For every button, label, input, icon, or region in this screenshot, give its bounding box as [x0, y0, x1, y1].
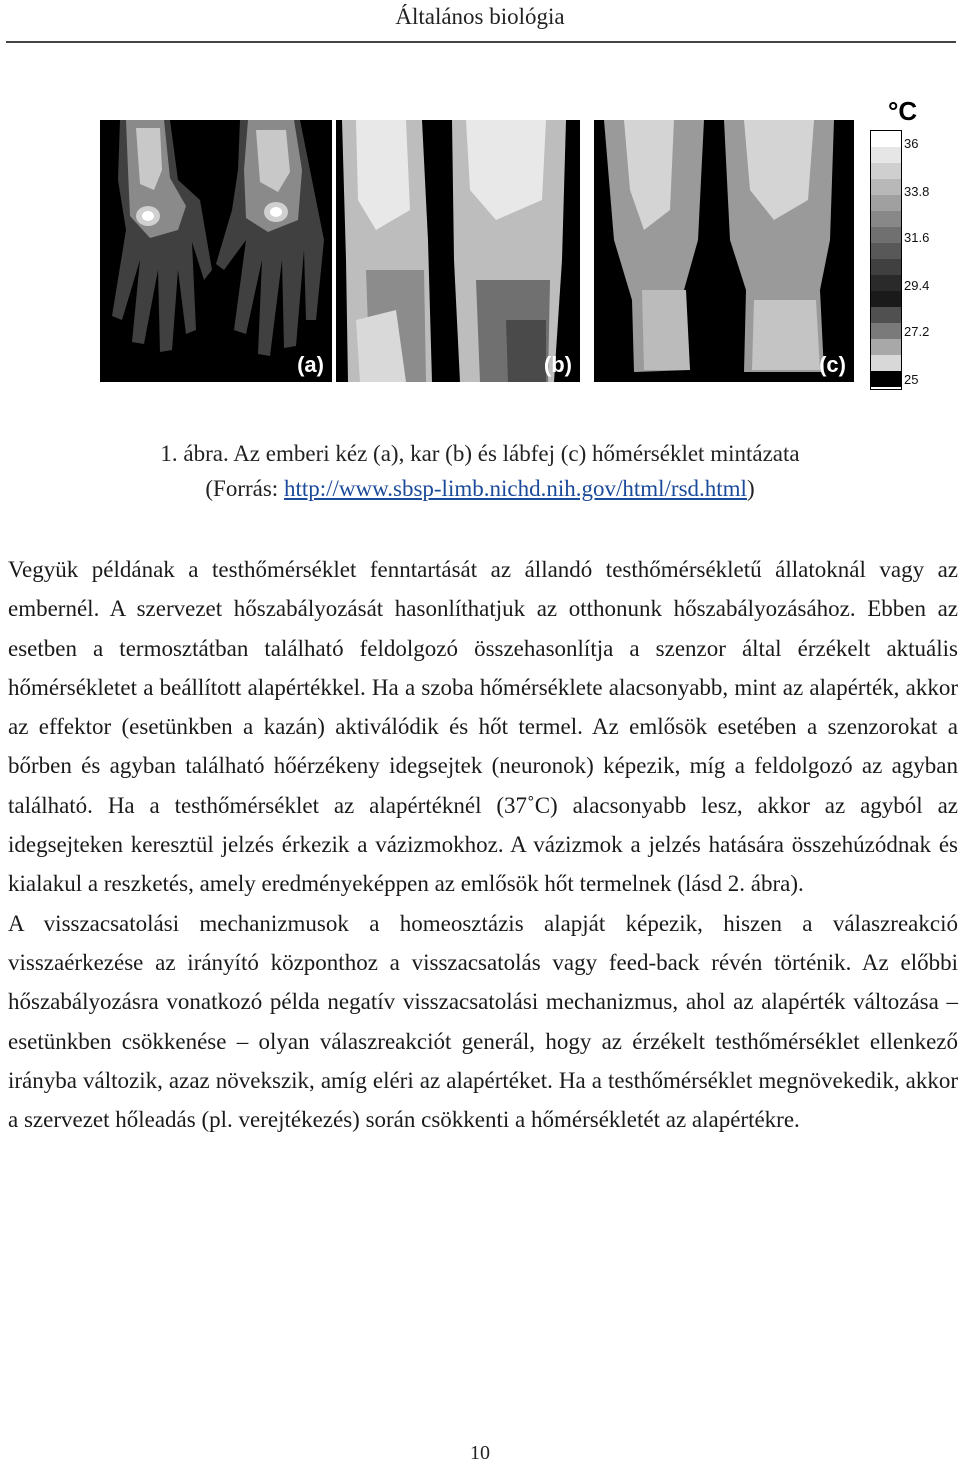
scale-tick: 25 [904, 372, 919, 387]
hands-thermogram-image [100, 120, 332, 382]
panel-label-b: (b) [543, 352, 572, 377]
scale-swatch [871, 131, 901, 147]
scale-tick: 31.6 [904, 230, 930, 245]
scale-swatch [871, 243, 901, 259]
scale-swatch [871, 179, 901, 195]
caption-source-suffix: ) [746, 476, 755, 501]
scale-swatch [871, 275, 901, 291]
scale-swatch [871, 211, 901, 227]
scale-swatch [871, 227, 901, 243]
scale-tick: 27.2 [904, 324, 930, 339]
arms-thermogram-image [336, 120, 580, 382]
scale-tick: 29.4 [904, 278, 930, 293]
temperature-scale-ticks [904, 130, 944, 388]
feet-thermogram-image [594, 120, 854, 382]
scale-swatch [871, 291, 901, 307]
scale-swatch [871, 163, 901, 179]
thermogram-figure [92, 92, 928, 402]
panel-label-c: (c) [819, 352, 846, 377]
scale-tick: 36 [904, 136, 919, 151]
caption-source-prefix: (Forrás: [205, 476, 284, 501]
scale-swatch [871, 355, 901, 371]
body-text [8, 550, 958, 1139]
scale-swatch [871, 259, 901, 275]
figure-caption [0, 436, 960, 506]
running-header: Általános biológia [395, 4, 565, 29]
scale-swatch [871, 147, 901, 163]
caption-line-2 [0, 471, 960, 506]
caption-line-1: 1. ábra. Az emberi kéz (a), kar (b) és lábfej (c) hőmérséklet mintázata [160, 441, 800, 466]
scale-swatch [871, 371, 901, 387]
scale-swatch [871, 195, 901, 211]
source-link[interactable]: http://www.sbsp-limb.nichd.nih.gov/html/rsd.html [283, 476, 747, 501]
paragraph-thermoregulation: Vegyük példának a testhőmérséklet fenntartását az állandó testhőmérsékletű állatoknál vagy az embernél. A szervezet hőszabályozását hasonlíthatjuk az otthonunk hőszabályozásához. Ebben az esetben a termosztátban található feldolgozó összehasonlítja a szenzor által érzékelt aktuális hőmérsékletet a beállított alapértékkel. Ha a szoba hőmérséklete alacsonyabb, mint az alapérték, akkor az effektor (esetünkben a kazán) aktiválódik és hőt termel. Az emlősök esetében a szenzorokat a bőrben és agyban található hőérzékeny idegsejtek (neuronok) képezik, míg a feldolgozó az agyban található. Ha a testhőmérséklet az alapértéknél (37˚C) alacsonyabb lesz, akkor az agyból az idegsejteken keresztül jelzés érkezik a vázizmokhoz. A vázizmok a jelzés hatására összehúzódnak és kialakul a reszketés, amely eredményeképpen az emlősök hőt termelnek (lásd 2. ábra). [8, 557, 958, 897]
scale-swatch [871, 339, 901, 355]
panel-label-a: (a) [297, 352, 324, 377]
page-number: 10 [470, 1442, 490, 1464]
scale-swatch [871, 307, 901, 323]
paragraph-feedback: A visszacsatolási mechanizmusok a homeosztázis alapját képezik, hiszen a válaszreakció visszaérkezése az irányító központhoz a visszacsatolás vagy feed-back révén történik. Az előbbi hőszabályozásra vonatkozó példa negatív visszacsatolási mechanizmus, ahol az alapérték változása – esetünkben csökkenése – olyan válaszreakciót generál, hogy az érzékelt testhőmérséklet ellenkező irányba változik, azaz növekszik, amíg eléri az alapértéket. Ha a testhőmérséklet megnövekedik, akkor a szervezet hőleadás (pl. verejtékezés) során csökkenti a hőmérsékletét az alapértékre. [8, 910, 958, 1133]
temperature-unit-label: °C [888, 96, 918, 126]
header-rule [6, 41, 956, 43]
scale-swatch [871, 323, 901, 339]
temperature-color-scale [870, 130, 902, 390]
scale-tick: 33.8 [904, 184, 930, 199]
